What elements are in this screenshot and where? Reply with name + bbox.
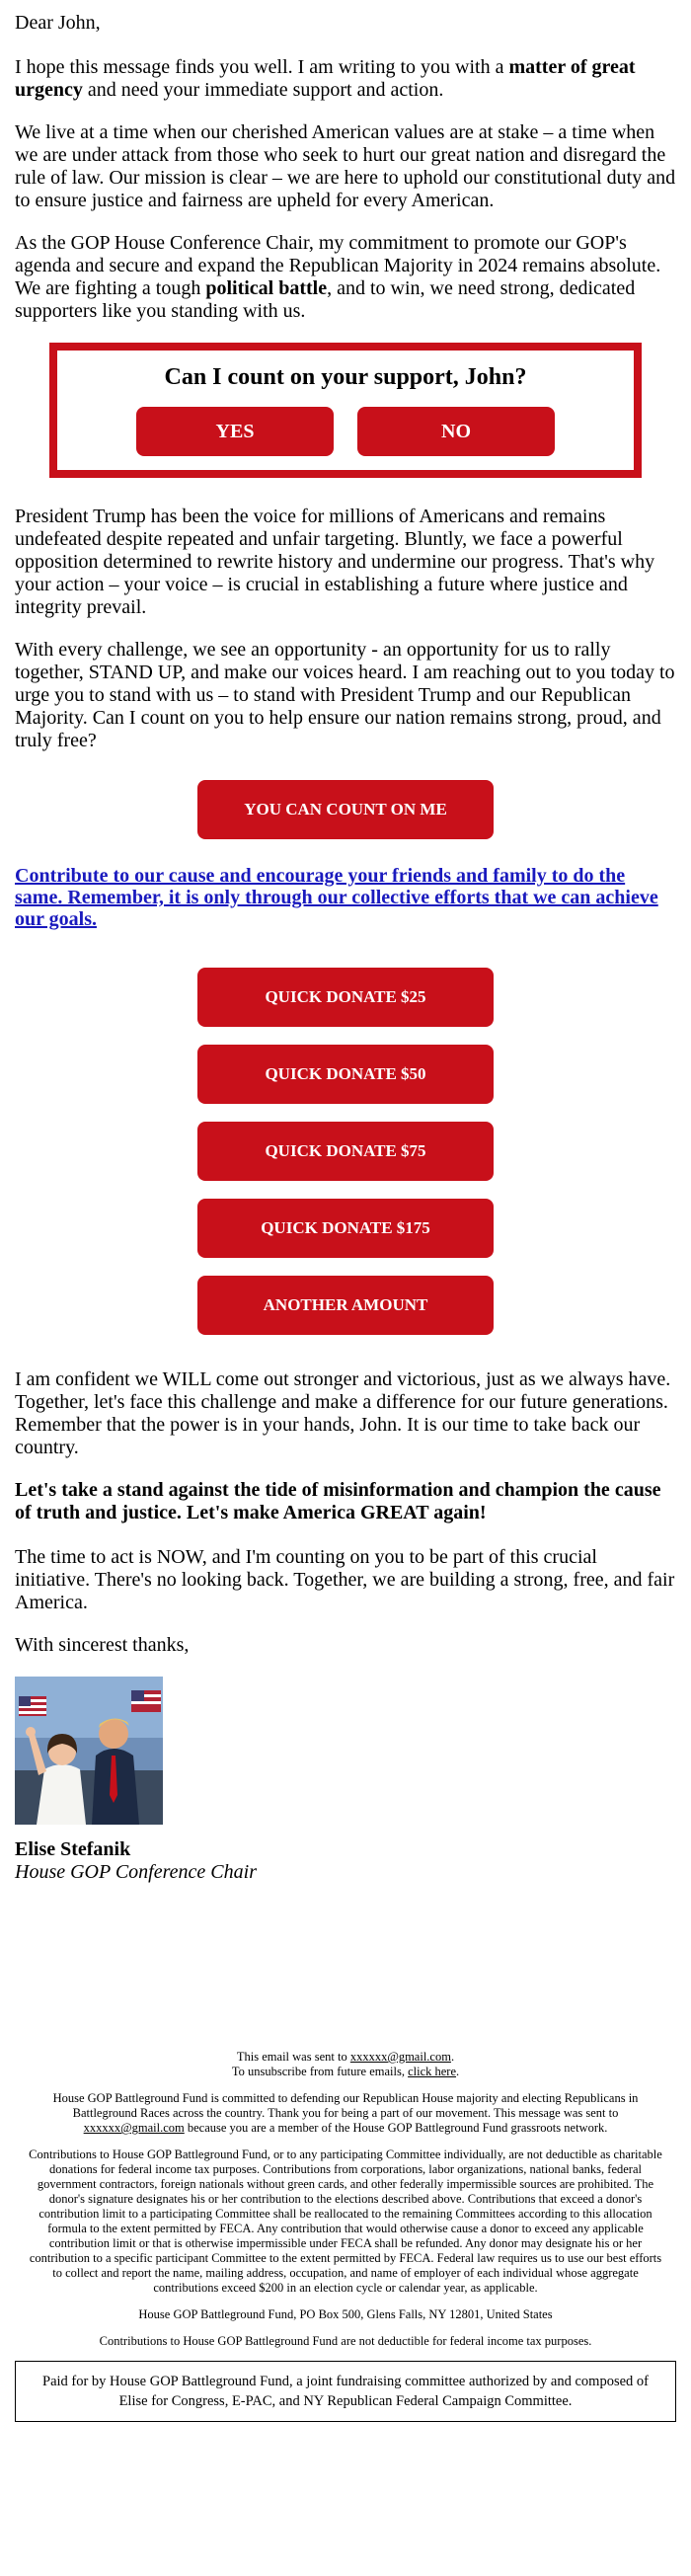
- paragraph-trump: President Trump has been the voice for millions of Americans and remains undefeated despite repeated and unfair targeting. Bluntly, we face a powerful opposition determined to rewrite history and undermine our progress. That's why your action – your voice – is crucial in establishing a future where justice and integrity prevail.: [15, 506, 655, 618]
- donate-button-list: [15, 968, 676, 1335]
- no-button[interactable]: NO: [357, 407, 555, 456]
- paragraph-values: We live at a time when our cherished American values are at stake – a time when we are under attack from those who seek to hurt our great nation and disregard the rule of law. Our mission is clear – we are here to uphold our constitutional duty and to ensure justice and fairness are upheld for every American.: [15, 121, 676, 211]
- unsub-suffix: .: [456, 2065, 460, 2078]
- paragraph-commitment: [15, 232, 676, 323]
- contribute-link[interactable]: Contribute to our cause and encourage your friends and family to do the same. Remember, it is only through our collective efforts that we can achieve our goals.: [15, 865, 658, 930]
- commitment-emphasis: political battle: [205, 277, 328, 299]
- sent-suffix: .: [450, 2050, 455, 2064]
- intro-text: I hope this message finds you well. I am writing to you with a: [15, 56, 509, 78]
- paragraph-opportunity: With every challenge, we see an opportunity - an opportunity for us to rally together, STAND UP, and make our voices heard. I am reaching out to you today to urge you to stand with us – to stand with President Trump and our Republican Majority. Can I count on you to help ensure our nation remains strong, proud, and truly free?: [15, 639, 675, 751]
- email-footer: [15, 2050, 676, 2349]
- commitment-text-end: , and to win, we need strong, dedicated supporters like you standing with us.: [15, 277, 636, 322]
- commitment-text: As the GOP House Conference Chair, my commitment to promote our GOP's agenda and secure and expand the Republican Majority in 2024 remains absolute. We are fighting a tough: [15, 232, 661, 299]
- about-email-link[interactable]: xxxxxx@gmail.com: [83, 2121, 185, 2135]
- paragraph-intro: [15, 56, 676, 102]
- signature-name: Elise Stefanik: [15, 1838, 131, 1860]
- greeting: Dear John,: [15, 12, 101, 34]
- about-text: House GOP Battleground Fund is committed to defending our Republican House majority and electing Republicans in Battleground Races across the country. Thank you for being a part of our movement. This message was sent to: [52, 2091, 639, 2120]
- intro-emphasis: matter of great urgency: [15, 56, 636, 101]
- paid-for-box: Paid for by House GOP Battleground Fund, a joint fundraising committee authorized by and composed of Elise for Congress, E-PAC, and NY Republican Federal Campaign Committee.: [15, 2361, 676, 2422]
- about-text-end: because you are a member of the House GOP Battleground Fund grassroots network.: [184, 2121, 608, 2135]
- cta-wrapper: [15, 780, 676, 839]
- paragraph-take-stand: Let's take a stand against the tide of misinformation and champion the cause of truth and justice. Let's make America GREAT again!: [15, 1479, 661, 1523]
- signature-photo: [15, 1677, 163, 1825]
- support-answer-row: [57, 407, 634, 456]
- support-question: Can I count on your support, John?: [164, 364, 527, 390]
- footer-address: House GOP Battleground Fund, PO Box 500, Glens Falls, NY 12801, United States: [138, 2307, 553, 2321]
- count-on-me-button[interactable]: YOU CAN COUNT ON ME: [197, 780, 494, 839]
- another-amount-button[interactable]: ANOTHER AMOUNT: [197, 1276, 494, 1335]
- yes-button[interactable]: YES: [136, 407, 334, 456]
- unsubscribe-link[interactable]: click here: [408, 2065, 457, 2078]
- footer-legal: Contributions to House GOP Battleground Fund, or to any participating Committee individually, are not deductible as charitable donations for federal income tax purposes. Contributions from corporations, labor organizations, national banks, federal government contractors, foreign nationals without green cards, and other federally impermissible sources are prohibited. The donor's signature designates his or her contribution to the elections described above. Contributions that exceed a donor's contribution limit to a participating Committee shall be reallocated to the remaining Committees according to this allocation formula to the extent permitted by FECA. Any contribution that would otherwise cause a donor to exceed any applicable contribution limit or that is otherwise impermissible under FECA shall be refunded. Any donor may designate his or her contribution to a specific participant Committee to the extent permitted by FECA. Federal law requires us to use our best efforts to collect and report the name, mailing address, occupation, and name of employer of each individual whose aggregate contributions exceed $200 in an election cycle or calendar year, as applicable.: [29, 2147, 662, 2295]
- closing: With sincerest thanks,: [15, 1634, 190, 1656]
- sent-email-link[interactable]: xxxxxx@gmail.com: [349, 2050, 451, 2064]
- footer-tax-notice: Contributions to House GOP Battleground Fund are not deductible for federal income tax purposes.: [99, 2334, 592, 2348]
- photo-illustration: [15, 1677, 163, 1825]
- paragraph-act-now: The time to act is NOW, and I'm counting on you to be part of this crucial initiative. There's no looking back. Together, we are building a strong, free, and fair America.: [15, 1546, 675, 1613]
- signature-title: House GOP Conference Chair: [15, 1861, 257, 1883]
- quick-donate-75-button[interactable]: QUICK DONATE $75: [197, 1122, 494, 1181]
- footer-about: [25, 2091, 666, 2136]
- quick-donate-175-button[interactable]: QUICK DONATE $175: [197, 1199, 494, 1258]
- quick-donate-25-button[interactable]: QUICK DONATE $25: [197, 968, 494, 1027]
- support-poll-box: [49, 343, 642, 478]
- sent-prefix: This email was sent to: [236, 2050, 350, 2064]
- intro-text-end: and need your immediate support and action.: [82, 79, 444, 101]
- quick-donate-50-button[interactable]: QUICK DONATE $50: [197, 1045, 494, 1104]
- unsub-prefix: To unsubscribe from future emails,: [231, 2065, 409, 2078]
- bottom-spacer: [15, 2422, 676, 2436]
- paragraph-confident: I am confident we WILL come out stronger and victorious, just as we always have. Together, let's face this challenge and make a difference for our future generations. Remember that the power is in your hands, John. It is our time to take back our country.: [15, 1368, 671, 1458]
- footer-sent-unsub: [25, 2050, 666, 2079]
